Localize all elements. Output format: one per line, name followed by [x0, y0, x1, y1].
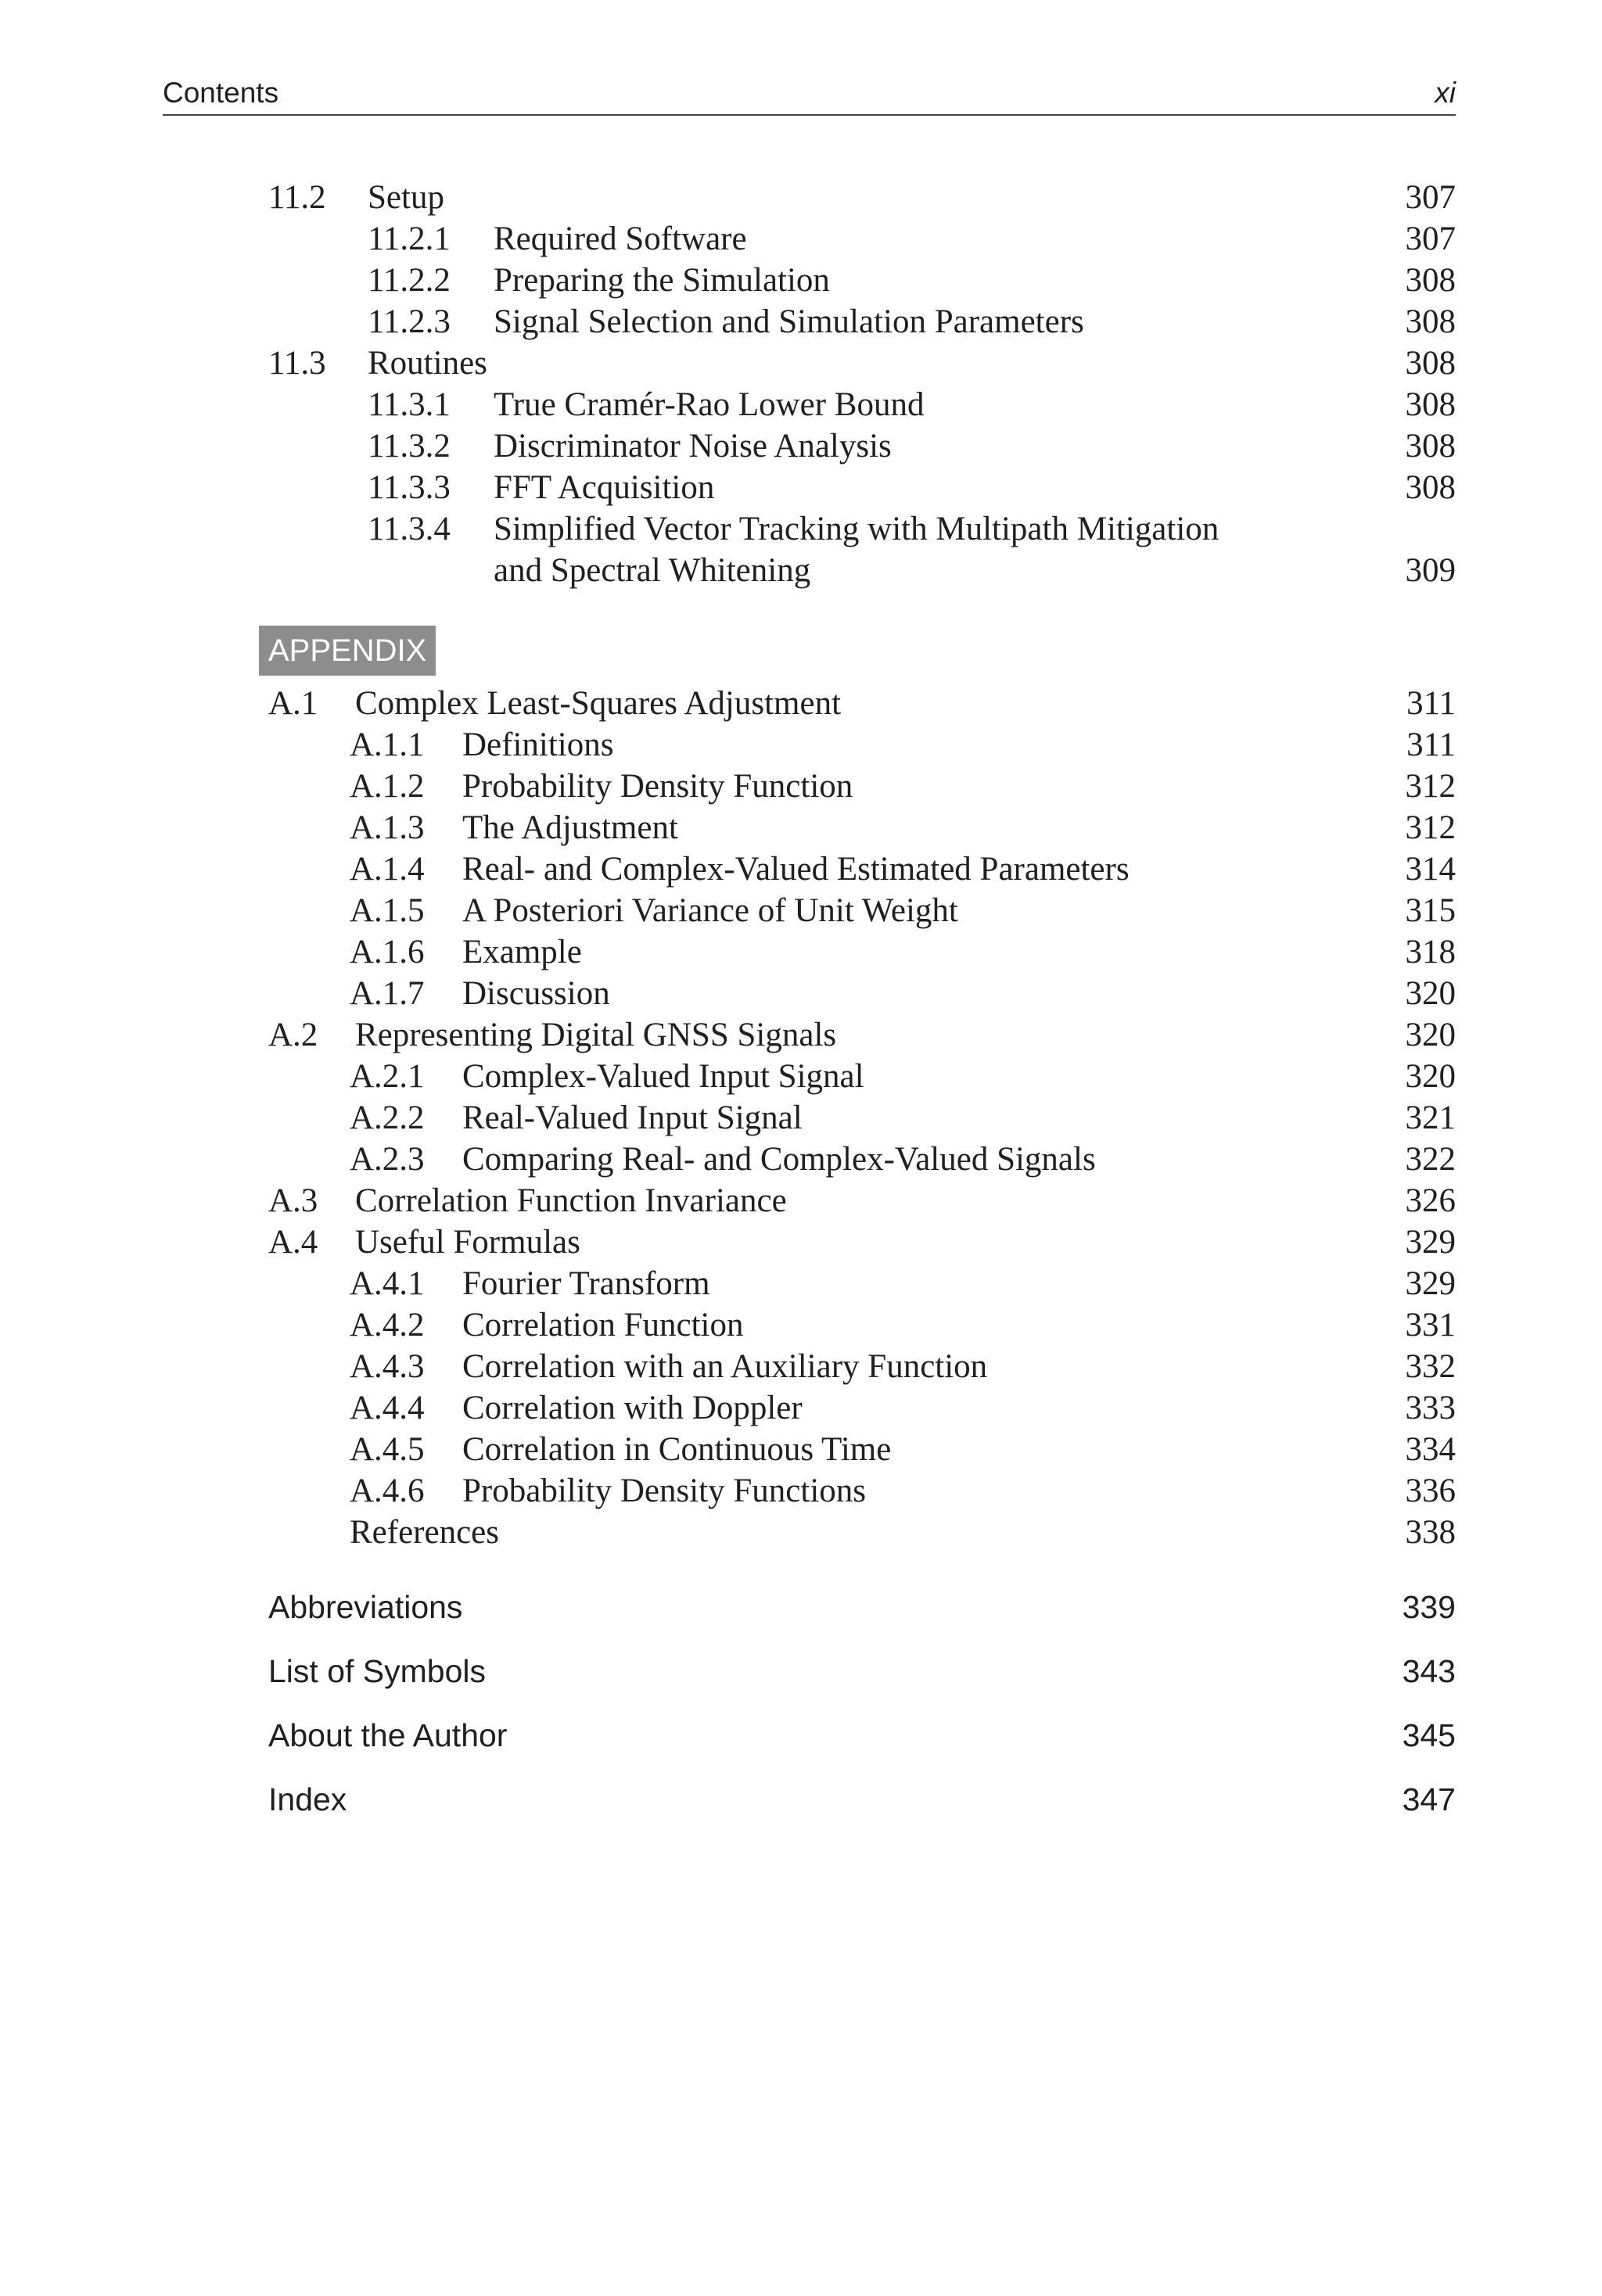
- toc-number: A.4.5: [350, 1431, 425, 1468]
- toc-title: A Posteriori Variance of Unit Weight: [462, 892, 958, 929]
- appendix-label: APPENDIX: [259, 626, 436, 676]
- toc-page-11-3-2: 308: [1405, 428, 1456, 465]
- toc-page-about-the-author: 345: [1402, 1717, 1456, 1753]
- toc-page-11-3: 308: [1405, 345, 1456, 382]
- toc-page-a-4-1: 329: [1405, 1265, 1456, 1302]
- toc-title: References: [350, 1514, 499, 1551]
- toc-number: A.2.2: [350, 1100, 425, 1136]
- toc-number: A.1.5: [350, 892, 425, 929]
- toc-title: Complex-Valued Input Signal: [462, 1058, 864, 1095]
- toc-number: 11.2.3: [368, 303, 451, 340]
- toc-title: Correlation Function: [462, 1307, 744, 1344]
- toc-page-index: 347: [1402, 1781, 1456, 1817]
- toc-title: Probability Density Functions: [462, 1473, 866, 1509]
- toc-page-a-4-5: 334: [1405, 1431, 1456, 1468]
- toc-number: A.1.4: [350, 851, 425, 888]
- toc-title: Real- and Complex-Valued Estimated Parameters: [462, 851, 1130, 888]
- toc-number: A.1.1: [350, 726, 425, 763]
- toc-title: True Cramér-Rao Lower Bound: [494, 386, 925, 423]
- toc-number: 11.3.4: [368, 511, 451, 547]
- toc-title: Correlation in Continuous Time: [462, 1431, 892, 1468]
- toc-page-11-3-4: 309: [1405, 552, 1456, 589]
- toc-title: Useful Formulas: [355, 1224, 580, 1261]
- toc-number: A.4.6: [350, 1473, 425, 1509]
- toc-number: A.1.2: [350, 768, 425, 805]
- toc-page-a-1-4: 314: [1405, 851, 1456, 888]
- toc-number: A.1.3: [350, 809, 425, 846]
- toc-title: Fourier Transform: [462, 1265, 710, 1302]
- toc-page-list-of-symbols: 343: [1402, 1653, 1456, 1689]
- toc-number: A.2.3: [350, 1141, 425, 1178]
- toc-title: Discriminator Noise Analysis: [494, 428, 892, 465]
- toc-number: 11.2: [268, 179, 326, 216]
- toc-number: A.1: [268, 685, 318, 722]
- toc-title: Example: [462, 934, 582, 970]
- toc-title: Real-Valued Input Signal: [462, 1100, 803, 1136]
- toc-number: 11.2.2: [368, 262, 451, 299]
- toc-title: Comparing Real- and Complex-Valued Signals: [462, 1141, 1096, 1178]
- toc-title: Correlation with an Auxiliary Function: [462, 1348, 988, 1385]
- toc-page-a-4: 329: [1405, 1224, 1456, 1261]
- toc-page-a-1-2: 312: [1405, 768, 1456, 805]
- toc-page-11-2-2: 308: [1405, 262, 1456, 299]
- toc-title-continued: and Spectral Whitening: [494, 552, 811, 589]
- running-head: [163, 75, 1456, 116]
- toc-title: Routines: [368, 345, 487, 382]
- running-head-title: Contents: [163, 77, 279, 109]
- toc-title: Signal Selection and Simulation Parameters: [494, 303, 1084, 340]
- toc-page-a-4-2: 331: [1405, 1307, 1456, 1344]
- toc-number: 11.3.3: [368, 469, 451, 506]
- toc-page-11-3-3: 308: [1405, 469, 1456, 506]
- page-folio: xi: [1435, 77, 1456, 109]
- toc-page-abbreviations: 339: [1402, 1589, 1456, 1625]
- toc-title: Preparing the Simulation: [494, 262, 830, 299]
- toc-title: Definitions: [462, 726, 614, 763]
- toc-title: Setup: [368, 179, 444, 216]
- toc-page-a-1-5: 315: [1405, 892, 1456, 929]
- toc-number: A.4.2: [350, 1307, 425, 1344]
- toc-title: Representing Digital GNSS Signals: [355, 1017, 837, 1053]
- toc-page-a-2: 320: [1405, 1017, 1456, 1053]
- toc-number: A.1.7: [350, 975, 425, 1012]
- toc-number: 11.2.1: [368, 221, 451, 257]
- toc-page-a-2-1: 320: [1405, 1058, 1456, 1095]
- toc-page-a-3: 326: [1405, 1182, 1456, 1219]
- toc-number: A.2: [268, 1017, 318, 1053]
- toc-number: A.4.3: [350, 1348, 425, 1385]
- toc-entry-abbreviations[interactable]: Abbreviations: [268, 1589, 463, 1625]
- toc-number: A.1.6: [350, 934, 425, 970]
- toc-number: A.2.1: [350, 1058, 425, 1095]
- toc-number: A.4.1: [350, 1265, 425, 1302]
- toc-number: A.4.4: [350, 1390, 425, 1426]
- toc-page-a-1: 311: [1406, 685, 1456, 722]
- toc-title: Simplified Vector Tracking with Multipath Mitigation: [494, 511, 1219, 547]
- toc-title: Probability Density Function: [462, 768, 853, 805]
- toc-entry-list-of-symbols[interactable]: List of Symbols: [268, 1653, 486, 1689]
- toc-page-a-2-2: 321: [1405, 1100, 1456, 1136]
- toc-page-a-4-3: 332: [1405, 1348, 1456, 1385]
- toc-title: Correlation with Doppler: [462, 1390, 803, 1426]
- toc-page-11-2-1: 307: [1405, 221, 1456, 257]
- toc-title: FFT Acquisition: [494, 469, 715, 506]
- toc-title: Discussion: [462, 975, 610, 1012]
- toc-page-a-1-7: 320: [1405, 975, 1456, 1012]
- toc-number: A.4: [268, 1224, 318, 1261]
- toc-page-a-1-6: 318: [1405, 934, 1456, 970]
- toc-title: Complex Least-Squares Adjustment: [355, 685, 842, 722]
- toc-page-11-2: 307: [1405, 179, 1456, 216]
- toc-page-a-4-4: 333: [1405, 1390, 1456, 1426]
- toc-page-11-3-1: 308: [1405, 386, 1456, 423]
- toc-number: A.3: [268, 1182, 318, 1219]
- toc-title: Required Software: [494, 221, 747, 257]
- toc-number: 11.3.1: [368, 386, 451, 423]
- toc-entry-about-the-author[interactable]: About the Author: [268, 1717, 508, 1753]
- toc-page-a-2-3: 322: [1405, 1141, 1456, 1178]
- toc-page-a-4-6: 336: [1405, 1473, 1456, 1509]
- toc-entry-index[interactable]: Index: [268, 1781, 347, 1817]
- toc-page-references: 338: [1405, 1514, 1456, 1551]
- toc-page-11-2-3: 308: [1405, 303, 1456, 340]
- toc-number: 11.3: [268, 345, 326, 382]
- toc-page-a-1-1: 311: [1406, 726, 1456, 763]
- toc-title: Correlation Function Invariance: [355, 1182, 787, 1219]
- toc-page-a-1-3: 312: [1405, 809, 1456, 846]
- toc-title: The Adjustment: [462, 809, 678, 846]
- toc-number: 11.3.2: [368, 428, 451, 465]
